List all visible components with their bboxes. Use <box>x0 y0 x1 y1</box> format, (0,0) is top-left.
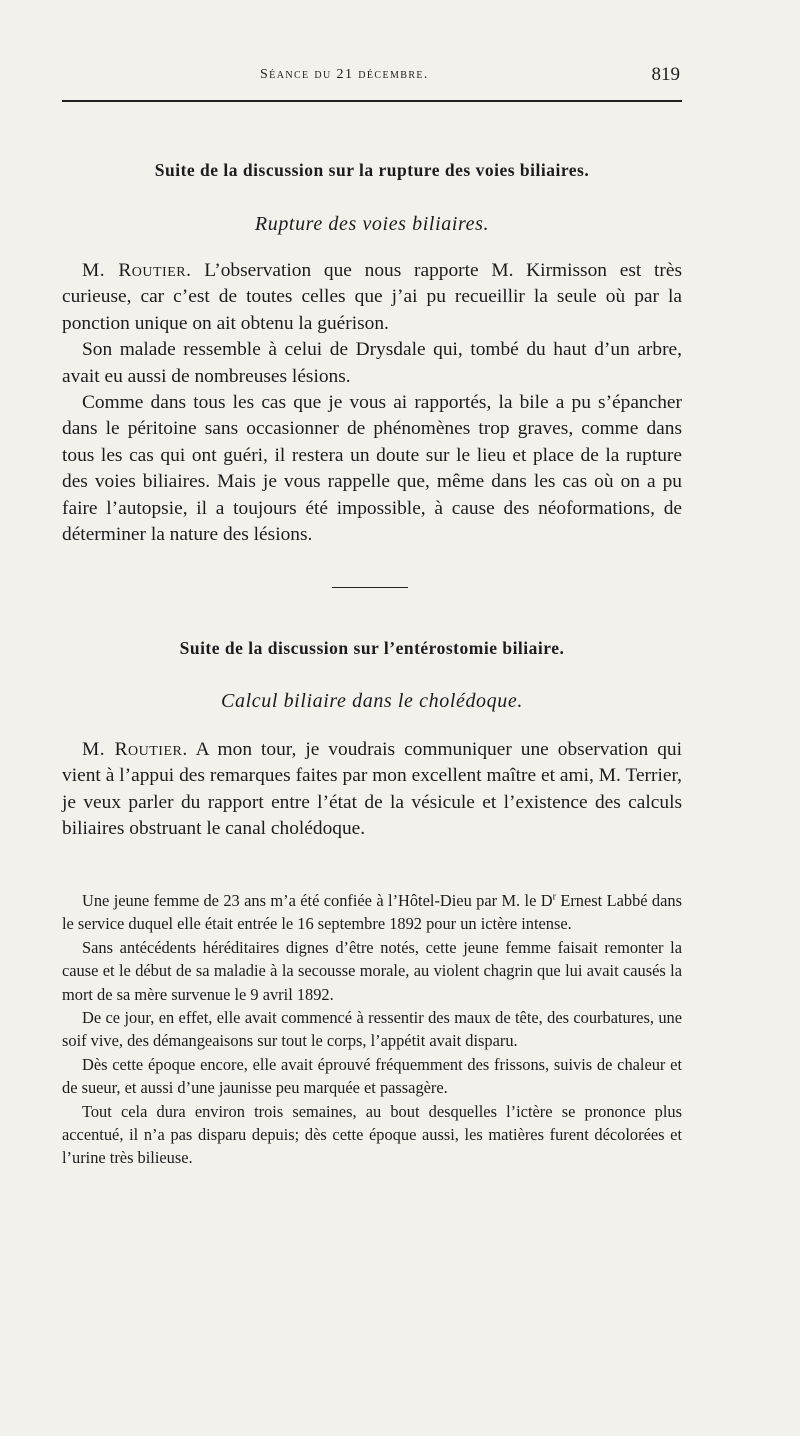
paragraph: Tout cela dura environ trois semaines, au bout desquelles l’ictère se prononce plus accentué, il n’a pas disparu depuis; dès cette époque aussi, les matières furent décolorées et l’urine très bilieuse. <box>62 1101 682 1168</box>
page <box>62 0 682 1436</box>
running-title: Séance du 21 décembre. <box>260 67 429 82</box>
section-heading-enterostomie: Suite de la discussion sur l’entérostomie biliaire. <box>179 638 565 658</box>
paragraph: Comme dans tous les cas que je vous ai rapportés, la bile a pu s’épancher dans le péritoine sans occasionner de phénomènes trop graves, comme dans tous les cas qui ont guéri, il restera un doute sur le lieu et place de la rupture des voies biliaires. Mais je vous rappelle que, même dans les cas où on a pu faire l’autopsie, il a toujours été impossible, à cause des néoformations, de déterminer la nature des lésions. <box>62 392 682 546</box>
page-number: 819 <box>651 64 680 85</box>
paragraph: Son malade ressemble à celui de Drysdale qui, tombé du haut d’un arbre, avait eu aussi de nombreuses lésions. <box>62 339 682 387</box>
subheading-rupture: Rupture des voies biliaires. <box>254 213 490 235</box>
superscript: r <box>552 891 556 903</box>
section1-body <box>62 258 682 548</box>
paragraph <box>62 258 682 337</box>
speaker-name: M. Routier. <box>82 260 192 281</box>
paragraph-text: A mon tour, je voudrais communiquer une observation qui vient à l’appui des remarques faites par mon excellent maître et ami, M. Terrier, je veux parler du rapport entre l’état de la vésicule et l’existence des calculs biliaires obstruant le canal cholédoque. <box>62 739 682 840</box>
paragraph: Sans antécédents héréditaires dignes d’être notés, cette jeune femme faisait remonter la cause et le début de sa maladie à la secousse morale, au violent chagrin que lui avait causés la mort de sa mère survenue le 9 avril 1892. <box>62 937 682 1004</box>
subheading-calcul: Calcul biliaire dans le cholédoque. <box>221 690 523 712</box>
section2-body <box>62 737 682 843</box>
paragraph <box>62 737 682 843</box>
case-text: Une jeune femme de 23 ans m’a été confiée à l’Hôtel-Dieu par M. le D <box>82 891 553 910</box>
paragraph-text: L’observation que nous rapporte M. Kirmisson est très curieuse, car c’est de toutes celles que j’ai pu recueillir la seule où par la ponction unique on ait obtenu la guérison. <box>62 260 682 334</box>
paragraph: De ce jour, en effet, elle avait commencé à ressentir des maux de tête, des courbatures, une soif vive, des démangeaisons sur tout le corps, l’appétit avait disparu. <box>62 1008 682 1051</box>
paragraph <box>62 889 682 936</box>
case-report <box>62 889 682 1170</box>
case-text: Ernest Labbé dans le service duquel elle était entrée le 16 septembre 1892 pour un ictère intense. <box>62 891 682 934</box>
header-rule <box>62 100 682 102</box>
paragraph: Dès cette époque encore, elle avait éprouvé fréquemment des frissons, suivis de chaleur et de sueur, et aussi d’une jaunisse peu marquée et passagère. <box>62 1054 682 1098</box>
running-head <box>62 64 682 92</box>
speaker-name: M. Routier. <box>82 739 188 760</box>
section-heading-rupture: Suite de la discussion sur la rupture des voies biliaires. <box>154 160 590 180</box>
section-divider <box>332 587 408 588</box>
